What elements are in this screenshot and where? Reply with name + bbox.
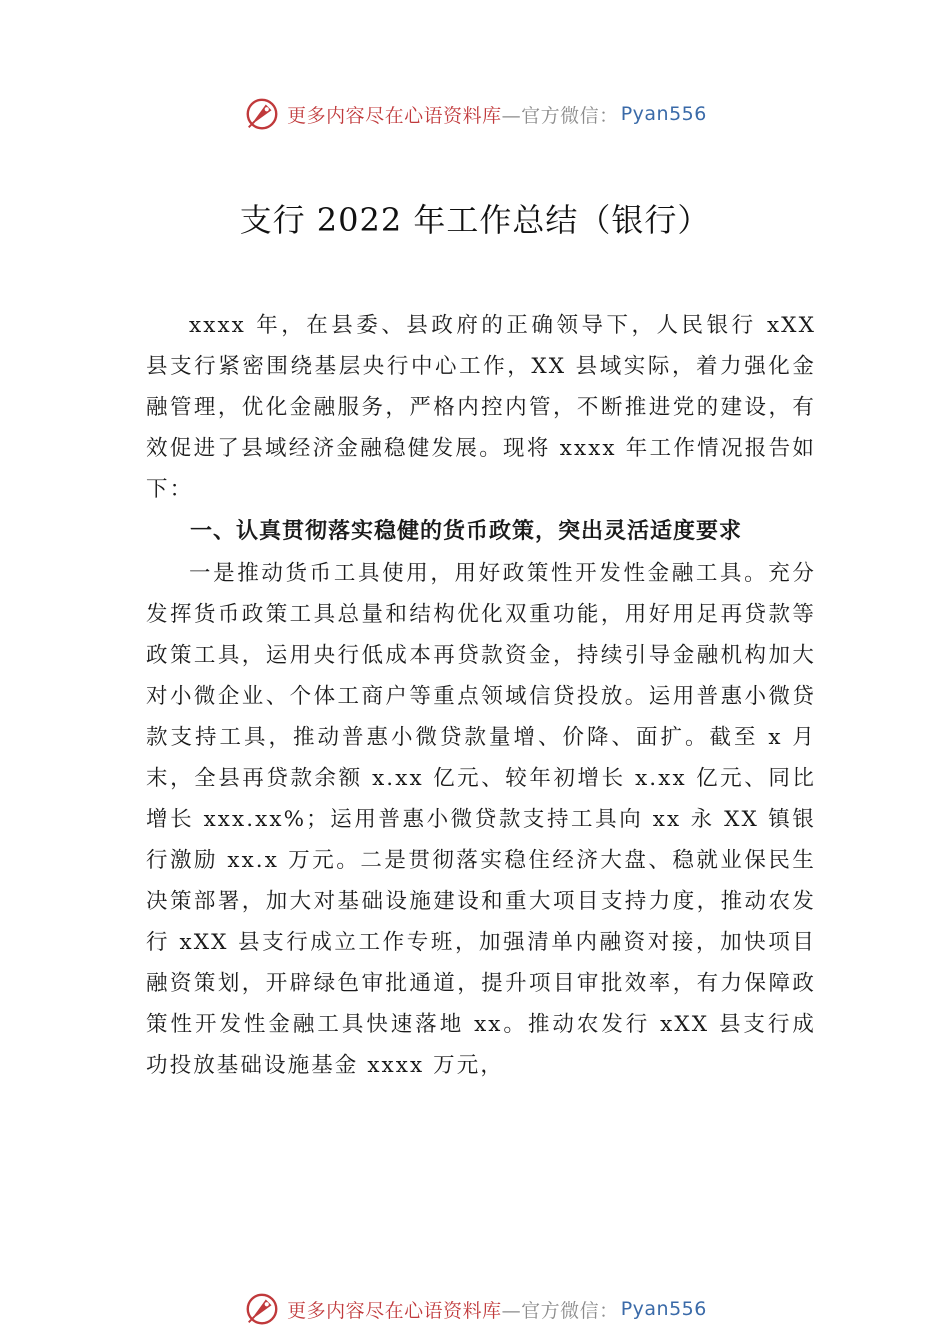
header-banner: [0, 94, 950, 134]
banner-red-text: 更多内容尽在心语资料库: [287, 104, 502, 127]
document-body: [146, 305, 816, 1086]
footer-banner: [0, 1289, 950, 1329]
banner-grey-text: —官方微信：: [501, 1299, 619, 1322]
pen-nib-logo-icon: [243, 95, 281, 133]
document-title: 支行 2022 年工作总结（银行）: [239, 201, 711, 239]
paragraph-intro: xxxx 年，在县委、县政府的正确领导下，人民银行 xXX 县支行紧密围绕基层央行中心工作，XX 县域实际，着力强化金融管理，优化金融服务，严格内控内管，不断推进党的建设，有效促进了县域经济金融稳健发展。现将 xxxx 年工作情况报告如下：: [146, 313, 816, 502]
banner-grey-text: —官方微信：: [501, 104, 619, 127]
banner-wechat-id: Pyan556: [620, 103, 707, 125]
pen-nib-logo-icon: [243, 1290, 281, 1328]
section-heading-1: 一、认真贯彻落实稳健的货币政策，突出灵活适度要求: [190, 519, 743, 544]
banner-wechat-id: Pyan556: [620, 1298, 707, 1320]
banner-red-text: 更多内容尽在心语资料库: [287, 1299, 502, 1322]
paragraph-section-1: 一是推动货币工具使用，用好政策性开发性金融工具。充分发挥货币政策工具总量和结构优化双重功能，用好用足再贷款等政策工具，运用央行低成本再贷款资金，持续引导金融机构加大对小微企业、个体工商户等重点领域信贷投放。运用普惠小微贷款支持工具，推动普惠小微贷款量增、价降、面扩。截至 x 月末，全县再贷款余额 x.xx 亿元、较年初增长 x.xx 亿元、同比增长 xxx.xx%；运用普惠小微贷款支持工具向 xx 永 XX 镇银行激励 xx.x 万元。二是贯彻落实稳住经济大盘、稳就业保民生决策部署，加大对基础设施建设和重大项目支持力度，推动农发行 xXX 县支行成立工作专班，加强清单内融资对接，加快项目融资策划，开辟绿色审批通道，提升项目审批效率，有力保障政策性开发性金融工具快速落地 xx。推动农发行 xXX 县支行成功投放基础设施基金 xxxx 万元，: [146, 561, 816, 1078]
